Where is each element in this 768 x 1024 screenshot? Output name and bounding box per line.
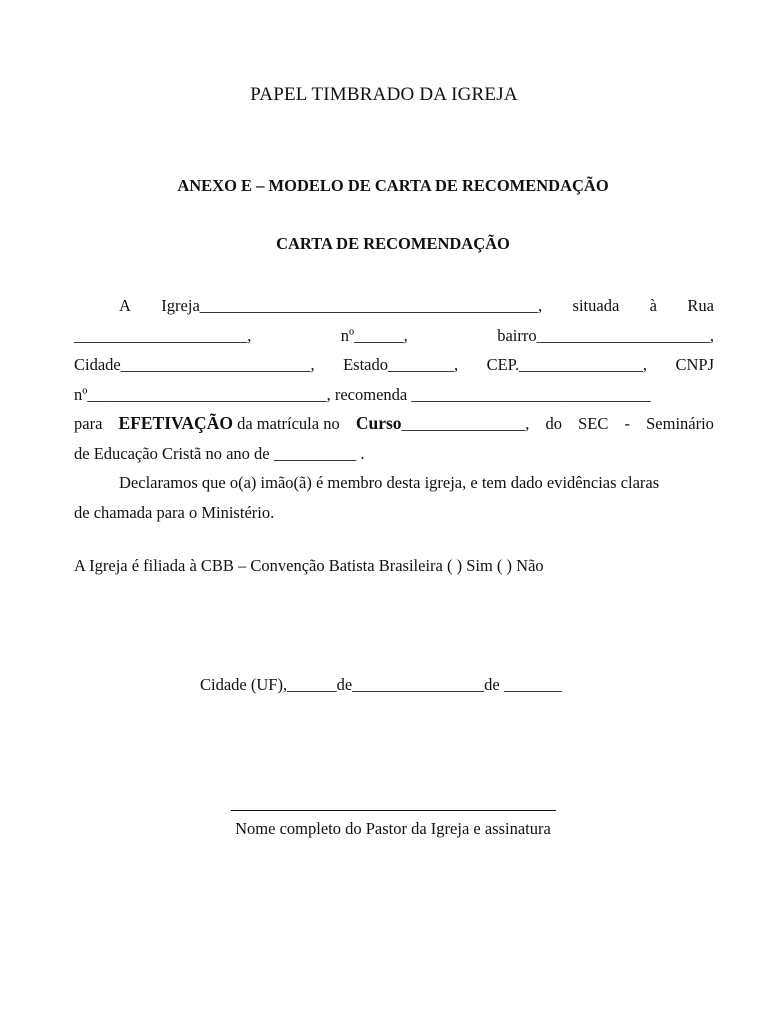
word: da matrícula no [237, 414, 340, 433]
number-blank: nº______, [340, 325, 408, 345]
word: para [74, 414, 103, 433]
body-line-4 [74, 380, 714, 410]
body-line-8 [74, 498, 714, 528]
body-line-7 [74, 468, 714, 498]
curso-bold: Curso [355, 413, 402, 433]
letterhead-placeholder: PAPEL TIMBRADO DA IGREJA [250, 84, 518, 105]
word: Seminário [646, 414, 714, 433]
body-line-3 [74, 350, 714, 380]
church-name-blank: Igreja_________________________________________, [161, 296, 543, 315]
annex-title: ANEXO E – MODELO DE CARTA DE RECOMENDAÇÃO [177, 176, 609, 195]
word: SEC [578, 414, 609, 433]
efetivacao-bold: EFETIVAÇÃO [118, 413, 233, 433]
body-line-6 [74, 439, 714, 469]
date-line: Cidade (UF),______de________________de _______ [200, 675, 562, 694]
word: do [545, 414, 563, 433]
document-title: CARTA DE RECOMENDAÇÃO [276, 234, 510, 253]
word: à [649, 296, 657, 315]
declaration-text: Declaramos que o(a) imão(ã) é membro desta igreja, e tem dado evidências claras [119, 473, 660, 492]
word: CNPJ [675, 355, 714, 374]
word: Rua [687, 296, 714, 315]
neighborhood-blank: bairro_____________________, [497, 325, 714, 345]
cbb-affiliation-line: A Igreja é filiada à CBB – Convenção Batista Brasileira ( ) Sim ( ) Não [74, 556, 544, 575]
course-blank: _______________, [401, 414, 530, 433]
street-blank: _____________________, [74, 325, 252, 345]
cnpj-recommend-blank: nº_____________________________, recomenda _____________________________ [74, 384, 651, 404]
cep-blank: CEP._______________, [486, 355, 648, 374]
declaration-text-end: de chamada para o Ministério. [74, 502, 275, 522]
word: situada [572, 296, 620, 315]
letter-body [74, 291, 714, 527]
word: - [624, 414, 630, 433]
city-blank: Cidade_______________________, [74, 355, 315, 374]
body-line-1 [74, 291, 714, 321]
body-line-2 [74, 321, 714, 351]
state-blank: Estado________, [343, 355, 459, 374]
body-line-5 [74, 409, 714, 439]
signature-caption: Nome completo do Pastor da Igreja e assinatura [235, 819, 551, 838]
word: A [119, 296, 131, 315]
year-blank-line: de Educação Cristã no ano de __________ . [74, 443, 365, 463]
signature-line [231, 810, 556, 811]
